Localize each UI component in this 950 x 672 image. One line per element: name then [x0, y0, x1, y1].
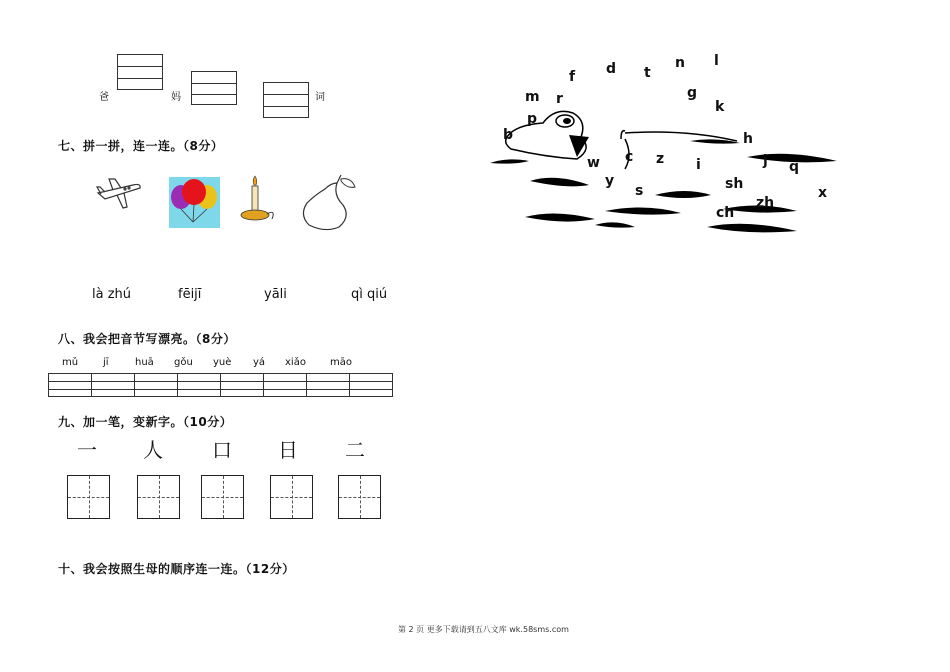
dot-label-p: p — [527, 111, 538, 127]
char-ba: 爸 — [99, 92, 109, 103]
char-ren: 人 — [143, 438, 163, 462]
tian-grid-2 — [137, 475, 180, 519]
dot-label-z: z — [656, 151, 665, 167]
writing-box-1 — [117, 54, 163, 90]
syllable-xiao: xiǎo — [285, 357, 306, 368]
dot-to-dot-picture — [485, 45, 845, 240]
syllable-hua: huā — [135, 357, 154, 368]
dot-label-j: j — [763, 153, 768, 169]
pinyin-qiqiu: qì qiú — [351, 287, 388, 302]
section9-title: 九、加一笔，变新字。（10分） — [58, 415, 233, 429]
writing-box-3 — [263, 82, 309, 118]
dot-label-q: q — [789, 159, 800, 175]
dot-label-w: w — [587, 155, 600, 171]
dot-label-f: f — [569, 69, 576, 85]
syllable-mao: māo — [330, 357, 352, 368]
dot-label-sh: sh — [725, 176, 744, 192]
dot-label-d: d — [606, 61, 617, 77]
char-yi: 一 — [77, 438, 97, 462]
dot-label-ch: ch — [716, 205, 735, 221]
dot-label-i: i — [696, 157, 701, 173]
dot-label-y: y — [605, 173, 615, 189]
syllable-ji: jī — [103, 357, 109, 368]
balloons-icon — [169, 177, 220, 228]
dot-label-k: k — [715, 99, 725, 115]
dot-label-c: c — [625, 149, 634, 165]
dot-label-zh: zh — [756, 195, 775, 211]
pinyin-lazhu: là zhú — [92, 287, 132, 302]
page-footer: 第 2 页 更多下载请到五八文库 wk.58sms.com — [398, 625, 569, 634]
tian-grid-4 — [270, 475, 313, 519]
syllable-gou: gǒu — [174, 357, 193, 368]
pear-icon — [299, 173, 359, 231]
char-ri: 日 — [278, 438, 298, 462]
pinyin-writing-grid — [48, 373, 393, 397]
syllable-ya: yá — [253, 357, 266, 368]
tian-grid-3 — [201, 475, 244, 519]
dot-label-l: l — [714, 53, 719, 69]
tian-grid-1 — [67, 475, 110, 519]
syllable-mu: mǔ — [62, 357, 79, 368]
pinyin-yali: yāli — [264, 287, 287, 302]
dot-label-s: s — [635, 183, 644, 199]
section8-title: 八、我会把音节写漂亮。（8分） — [58, 332, 236, 346]
char-ci: 词 — [315, 92, 325, 103]
dot-label-n: n — [675, 55, 685, 71]
syllable-yue: yuè — [213, 357, 232, 368]
dot-label-m: m — [525, 89, 540, 105]
dot-label-x: x — [818, 185, 828, 201]
dot-label-r: r — [556, 91, 563, 107]
tian-grid-5 — [338, 475, 381, 519]
candle-icon — [238, 175, 278, 225]
section10-title: 十、我会按照生母的顺序连一连。（12分） — [58, 562, 295, 576]
pinyin-feiji: fēijī — [178, 287, 202, 302]
writing-box-2 — [191, 71, 237, 105]
dot-label-h: h — [743, 131, 753, 147]
dot-label-b: b — [503, 127, 514, 143]
char-ma: 妈 — [171, 92, 181, 103]
section7-title: 七、拼一拼，连一连。（8分） — [58, 139, 224, 153]
airplane-icon — [95, 175, 145, 211]
char-kou: 口 — [212, 438, 232, 462]
dot-label-g: g — [687, 85, 698, 101]
char-er: 二 — [345, 438, 365, 462]
dot-label-t: t — [644, 65, 651, 81]
